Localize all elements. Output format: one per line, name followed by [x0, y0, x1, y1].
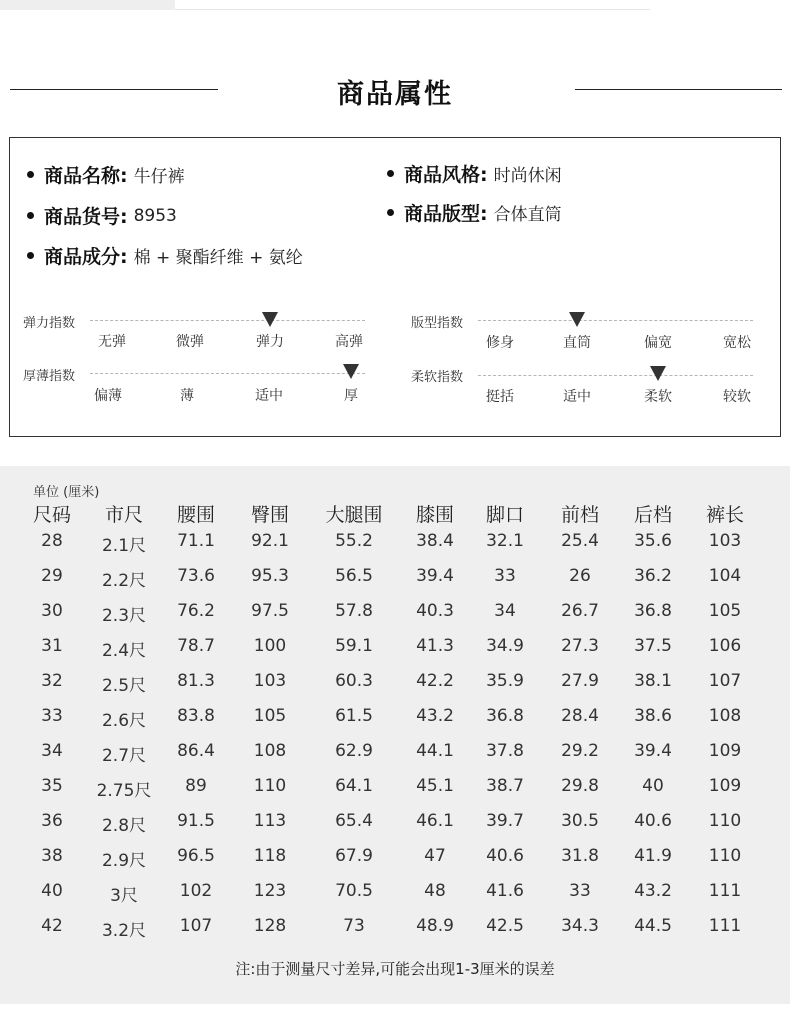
table-cell: 31.8	[561, 846, 599, 866]
table-cell: 34	[41, 741, 63, 761]
scale-option: 直筒	[563, 335, 591, 351]
unit-label: 单位 (厘米)	[33, 485, 100, 500]
table-cell: 61.5	[335, 706, 373, 726]
table-cell: 105	[708, 601, 742, 621]
scale-option: 修身	[486, 335, 514, 351]
scale-option: 无弹	[98, 334, 126, 350]
table-cell: 56.5	[335, 566, 373, 586]
table-cell: 67.9	[335, 846, 373, 866]
table-cell: 109	[708, 776, 742, 796]
table-cell: 96.5	[177, 846, 215, 866]
table-cell: 111	[708, 881, 742, 901]
table-cell: 86.4	[177, 741, 215, 761]
table-cell: 36.8	[634, 601, 672, 621]
property-style	[387, 160, 562, 187]
scale-option: 适中	[563, 389, 591, 405]
table-header-cell: 裤长	[705, 504, 744, 526]
table-cell: 81.3	[177, 671, 215, 691]
scale-marker-icon	[650, 366, 666, 381]
table-cell: 38.7	[486, 776, 524, 796]
property-fit	[387, 199, 562, 226]
table-cell: 83.8	[177, 706, 215, 726]
table-cell: 65.4	[335, 811, 373, 831]
scale-line	[90, 373, 365, 374]
table-cell: 123	[253, 881, 287, 901]
table-cell: 92.1	[251, 531, 289, 551]
table-cell: 41.3	[416, 636, 454, 656]
table-cell: 108	[708, 706, 742, 726]
table-cell: 34	[494, 601, 516, 621]
scale-option: 弹力	[256, 334, 284, 350]
table-cell: 38	[41, 846, 63, 866]
top-strip-border	[175, 0, 650, 10]
table-cell: 29.2	[561, 741, 599, 761]
table-cell: 33	[494, 566, 516, 586]
table-cell: 102	[179, 881, 213, 901]
table-cell: 39.4	[416, 566, 454, 586]
table-cell: 2.7尺	[101, 746, 147, 766]
table-cell: 41.6	[486, 881, 524, 901]
table-cell: 43.2	[634, 881, 672, 901]
table-cell: 42.2	[416, 671, 454, 691]
table-cell: 35.9	[486, 671, 524, 691]
table-cell: 33	[569, 881, 591, 901]
property-value: 时尚休闲	[493, 166, 562, 186]
table-cell: 78.7	[177, 636, 215, 656]
table-cell: 43.2	[416, 706, 454, 726]
bullet-icon	[27, 171, 34, 178]
table-cell: 25.4	[561, 531, 599, 551]
scale-option: 宽松	[723, 335, 751, 351]
table-cell: 28	[41, 531, 63, 551]
table-cell: 38.6	[634, 706, 672, 726]
property-key: 商品版型:	[404, 203, 488, 225]
table-cell: 2.2尺	[101, 571, 147, 591]
table-cell: 32	[41, 671, 63, 691]
scale-line	[478, 320, 753, 321]
property-key: 商品货号:	[44, 206, 128, 228]
table-cell: 47	[424, 846, 446, 866]
scale-option: 柔软	[644, 389, 672, 405]
table-cell: 109	[708, 741, 742, 761]
scale-label-softness: 柔软指数	[411, 370, 464, 385]
table-cell: 2.5尺	[101, 676, 147, 696]
table-cell: 27.3	[561, 636, 599, 656]
scale-line	[478, 375, 753, 376]
table-cell: 44.1	[416, 741, 454, 761]
table-cell: 35	[41, 776, 63, 796]
property-value: 合体直筒	[493, 205, 562, 225]
table-cell: 103	[253, 671, 287, 691]
scale-marker-icon	[262, 312, 278, 327]
scale-line	[90, 320, 365, 321]
table-cell: 100	[253, 636, 287, 656]
table-cell: 113	[253, 811, 287, 831]
property-value: 棉 + 聚酯纤维 + 氨纶	[133, 248, 303, 268]
top-strip	[0, 0, 175, 10]
table-cell: 33	[41, 706, 63, 726]
table-cell: 40.6	[486, 846, 524, 866]
table-cell: 71.1	[177, 531, 215, 551]
table-cell: 32.1	[486, 531, 524, 551]
table-cell: 103	[708, 531, 742, 551]
table-cell: 39.7	[486, 811, 524, 831]
table-cell: 110	[708, 846, 742, 866]
table-cell: 3尺	[110, 886, 138, 906]
bullet-icon	[27, 212, 34, 219]
table-cell: 37.5	[634, 636, 672, 656]
table-cell: 42	[41, 916, 63, 936]
table-cell: 34.9	[486, 636, 524, 656]
table-cell: 2.6尺	[101, 711, 147, 731]
scale-option: 微弹	[176, 334, 204, 350]
table-cell: 30.5	[561, 811, 599, 831]
measurement-note: 注:由于测量尺寸差异,可能会出现1-3厘米的误差	[235, 960, 555, 978]
scale-option: 挺括	[486, 389, 514, 405]
table-cell: 111	[708, 916, 742, 936]
table-cell: 2.8尺	[101, 816, 147, 836]
table-cell: 2.9尺	[101, 851, 147, 871]
table-header-cell: 脚口	[485, 504, 524, 526]
scale-label-elasticity: 弹力指数	[23, 316, 76, 331]
property-value: 8953	[133, 205, 177, 226]
table-cell: 107	[708, 671, 742, 691]
property-key: 商品名称:	[44, 165, 128, 187]
table-cell: 59.1	[335, 636, 373, 656]
table-cell: 26.7	[561, 601, 599, 621]
scale-option: 较软	[723, 389, 751, 405]
property-item-number	[27, 202, 177, 229]
table-cell: 31	[41, 636, 63, 656]
table-cell: 44.5	[634, 916, 672, 936]
table-cell: 29.8	[561, 776, 599, 796]
table-cell: 128	[253, 916, 287, 936]
table-cell: 40.3	[416, 601, 454, 621]
scale-marker-icon	[343, 364, 359, 379]
bullet-icon	[27, 252, 34, 259]
table-cell: 2.1尺	[101, 536, 147, 556]
table-header-cell: 大腿围	[325, 504, 383, 526]
table-cell: 46.1	[416, 811, 454, 831]
table-header-cell: 尺码	[32, 504, 71, 526]
table-cell: 29	[41, 566, 63, 586]
table-header-cell: 臀围	[250, 504, 289, 526]
table-cell: 40	[642, 776, 664, 796]
table-cell: 37.8	[486, 741, 524, 761]
table-cell: 48.9	[416, 916, 454, 936]
table-cell: 48	[424, 881, 446, 901]
table-cell: 2.3尺	[101, 606, 147, 626]
table-cell: 35.6	[634, 531, 672, 551]
table-cell: 73	[343, 916, 365, 936]
table-cell: 57.8	[335, 601, 373, 621]
table-header-cell: 市尺	[104, 504, 143, 526]
table-cell: 30	[41, 601, 63, 621]
table-cell: 34.3	[561, 916, 599, 936]
scale-label-fit: 版型指数	[411, 316, 464, 331]
scale-option: 厚	[344, 388, 358, 404]
table-cell: 2.75尺	[96, 781, 152, 801]
table-cell: 28.4	[561, 706, 599, 726]
table-cell: 62.9	[335, 741, 373, 761]
table-cell: 105	[253, 706, 287, 726]
property-key: 商品风格:	[404, 164, 488, 186]
table-cell: 97.5	[251, 601, 289, 621]
scale-option: 偏宽	[644, 335, 672, 351]
table-cell: 76.2	[177, 601, 215, 621]
table-cell: 107	[179, 916, 213, 936]
table-cell: 36	[41, 811, 63, 831]
bullet-icon	[387, 170, 394, 177]
scale-option: 薄	[180, 388, 194, 404]
table-cell: 40	[41, 881, 63, 901]
scale-option: 适中	[255, 388, 283, 404]
table-header-cell: 后档	[633, 504, 672, 526]
section-title: 商品属性	[337, 79, 453, 110]
scale-option: 偏薄	[94, 388, 122, 404]
table-cell: 60.3	[335, 671, 373, 691]
scale-label-thickness: 厚薄指数	[23, 369, 76, 384]
property-name	[27, 161, 185, 188]
property-value: 牛仔裤	[133, 167, 185, 187]
table-cell: 55.2	[335, 531, 373, 551]
table-cell: 110	[708, 811, 742, 831]
table-cell: 38.1	[634, 671, 672, 691]
table-cell: 27.9	[561, 671, 599, 691]
scale-option: 高弹	[335, 334, 363, 350]
table-cell: 2.4尺	[101, 641, 147, 661]
table-cell: 110	[253, 776, 287, 796]
table-cell: 41.9	[634, 846, 672, 866]
table-cell: 45.1	[416, 776, 454, 796]
table-cell: 26	[569, 566, 591, 586]
table-cell: 104	[708, 566, 742, 586]
property-composition	[27, 242, 303, 269]
scale-marker-icon	[569, 312, 585, 327]
table-cell: 36.2	[634, 566, 672, 586]
table-header-cell: 前档	[560, 504, 599, 526]
table-cell: 3.2尺	[101, 921, 147, 941]
property-key: 商品成分:	[44, 246, 128, 268]
table-cell: 42.5	[486, 916, 524, 936]
table-cell: 38.4	[416, 531, 454, 551]
table-cell: 70.5	[335, 881, 373, 901]
table-header-cell: 膝围	[415, 504, 454, 526]
table-cell: 91.5	[177, 811, 215, 831]
table-cell: 89	[185, 776, 207, 796]
table-cell: 118	[253, 846, 287, 866]
table-cell: 106	[708, 636, 742, 656]
table-cell: 108	[253, 741, 287, 761]
table-cell: 64.1	[335, 776, 373, 796]
bullet-icon	[387, 209, 394, 216]
table-header-cell: 腰围	[176, 504, 215, 526]
table-cell: 95.3	[251, 566, 289, 586]
table-cell: 39.4	[634, 741, 672, 761]
table-cell: 40.6	[634, 811, 672, 831]
table-cell: 73.6	[177, 566, 215, 586]
table-cell: 36.8	[486, 706, 524, 726]
